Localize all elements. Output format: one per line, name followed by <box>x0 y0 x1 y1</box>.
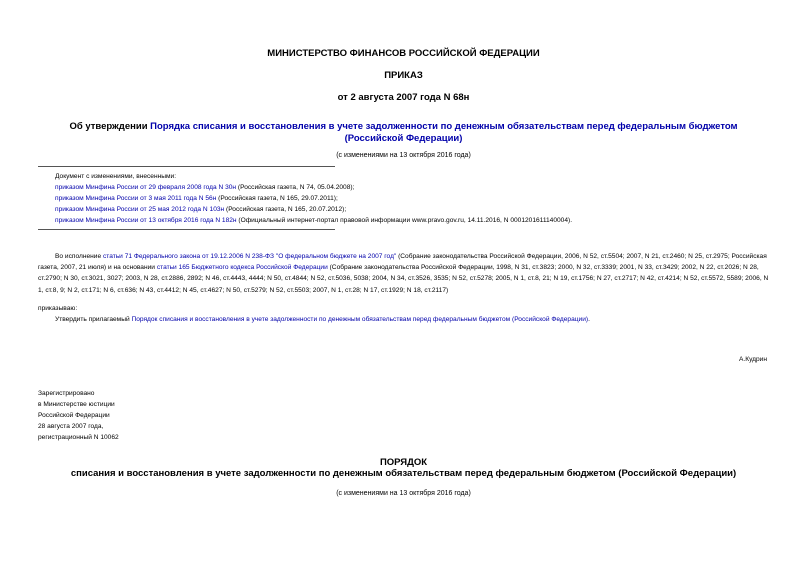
procedure-heading: ПОРЯДОК <box>379 457 428 468</box>
doc-date-number: от 2 августа 2007 года N 68н <box>337 92 470 103</box>
doc-type: ПРИКАЗ <box>384 70 423 81</box>
order-word: приказываю: <box>38 305 78 312</box>
procedure-edition-note: (с изменениями на 13 октября 2016 года) <box>336 490 471 497</box>
change-source: (Российская газета, N 74, 05.04.2008); <box>236 184 355 191</box>
registration-block <box>38 388 119 443</box>
preamble-text: Во исполнение <box>55 253 103 260</box>
procedure-subheading: списания и восстановления в учете задолженности по денежным обязательствам перед федеральным бюджетом (Российской Федерации) <box>70 468 737 479</box>
edition-note: (с изменениями на 13 октября 2016 года) <box>336 152 471 159</box>
registration-line: 28 августа 2007 года, <box>38 423 104 430</box>
order-text: . <box>588 316 590 323</box>
preamble-code-link[interactable]: статьи 165 Бюджетного кодекса Российской Федерации <box>156 264 328 272</box>
change-link[interactable]: приказом Минфина России от 13 октября 2016 года N 182н <box>55 217 237 224</box>
change-link[interactable]: приказом Минфина России от 25 мая 2012 года N 103н <box>55 206 225 213</box>
divider-bottom <box>38 229 335 230</box>
title-link[interactable]: Порядка списания и восстановления в учете задолженности по денежным обязательствам перед федеральным бюджетом (Российской Федерации) <box>150 121 738 144</box>
change-link[interactable]: приказом Минфина России от 29 февраля 2008 года N 30н <box>55 184 237 191</box>
change-source: (Официальный интернет-портал правовой информации www.pravo.gov.ru, 14.11.2016, N 0001201611140004). <box>236 217 573 224</box>
divider-top <box>38 166 335 167</box>
ministry-name: МИНИСТЕРСТВО ФИНАНСОВ РОССИЙСКОЙ ФЕДЕРАЦИИ <box>267 48 540 59</box>
changes-block <box>55 171 775 226</box>
registration-line: в Министерстве юстиции <box>38 401 115 408</box>
doc-title <box>40 121 767 145</box>
order-text: Утвердить прилагаемый <box>55 316 132 323</box>
signature: А.Кудрин <box>739 356 767 363</box>
change-item <box>55 182 775 193</box>
order-procedure-link[interactable]: Порядок списания и восстановления в учете задолженности по денежным обязательствам перед федеральным бюджетом (Российской Федерации) <box>131 316 589 323</box>
change-source: (Российская газета, N 165, 20.07.2012); <box>224 206 347 213</box>
change-link[interactable]: приказом Минфина России от 3 мая 2011 года N 56н <box>55 195 217 202</box>
change-item <box>55 215 775 226</box>
registration-line: регистрационный N 10062 <box>38 434 119 441</box>
preamble-paragraph <box>38 251 773 296</box>
change-item <box>55 193 775 204</box>
change-item <box>55 204 775 215</box>
change-source: (Российская газета, N 165, 29.07.2011); <box>216 195 338 202</box>
preamble-text: (Собрание законодательства Российской Федерации, 2006, N 52, ст.5504; 2007, N 21, ст.2460; N 25, ст.2975; Российская газета, 2007, 21 июля) и на основании <box>38 253 767 272</box>
title-prefix: Об утверждении <box>69 121 151 132</box>
registration-line: Российской Федерации <box>38 412 110 419</box>
preamble-law-link[interactable]: статьи 71 Федерального закона от 19.12.2006 N 238-ФЗ "О федеральном бюджете на 2007 год" <box>102 253 397 260</box>
preamble-text: (Собрание законодательства Российской Федерации, 1998, N 31, ст.3823; 2000, N 32, ст.3339; 2001, N 33, ст.3429; 2002, N 22, ст.2026; N 28, ст.2790; N 30, ст.3021, 3027; 2003, N 28, ст.2886, 2892; N 46, ст.4443, 4444; N 50, ст.4844; N 52, ст.5036, 5038; 2004, N 34, ст.3526, 3535; N 52, ст.5278; 2005, N 1, ст.8, 21; N 19, ст.1756; N 27, ст.2717; N 42, ст.4214; N 52, ст.5572, 5589; 2006, N 1, ст.8, 9; N 2, ст.171; N 6, ст.636; N 43, ст.4412; N 45, ст.4627; N 50, ст.5279; N 52, ст.5503; 2007, N 1, ст.28; N 17, ст.1929; N 18, ст.2117) <box>38 264 769 294</box>
registration-line: Зарегистрировано <box>38 390 95 397</box>
changes-intro: Документ с изменениями, внесенными: <box>55 173 177 180</box>
order-paragraph <box>38 314 773 325</box>
